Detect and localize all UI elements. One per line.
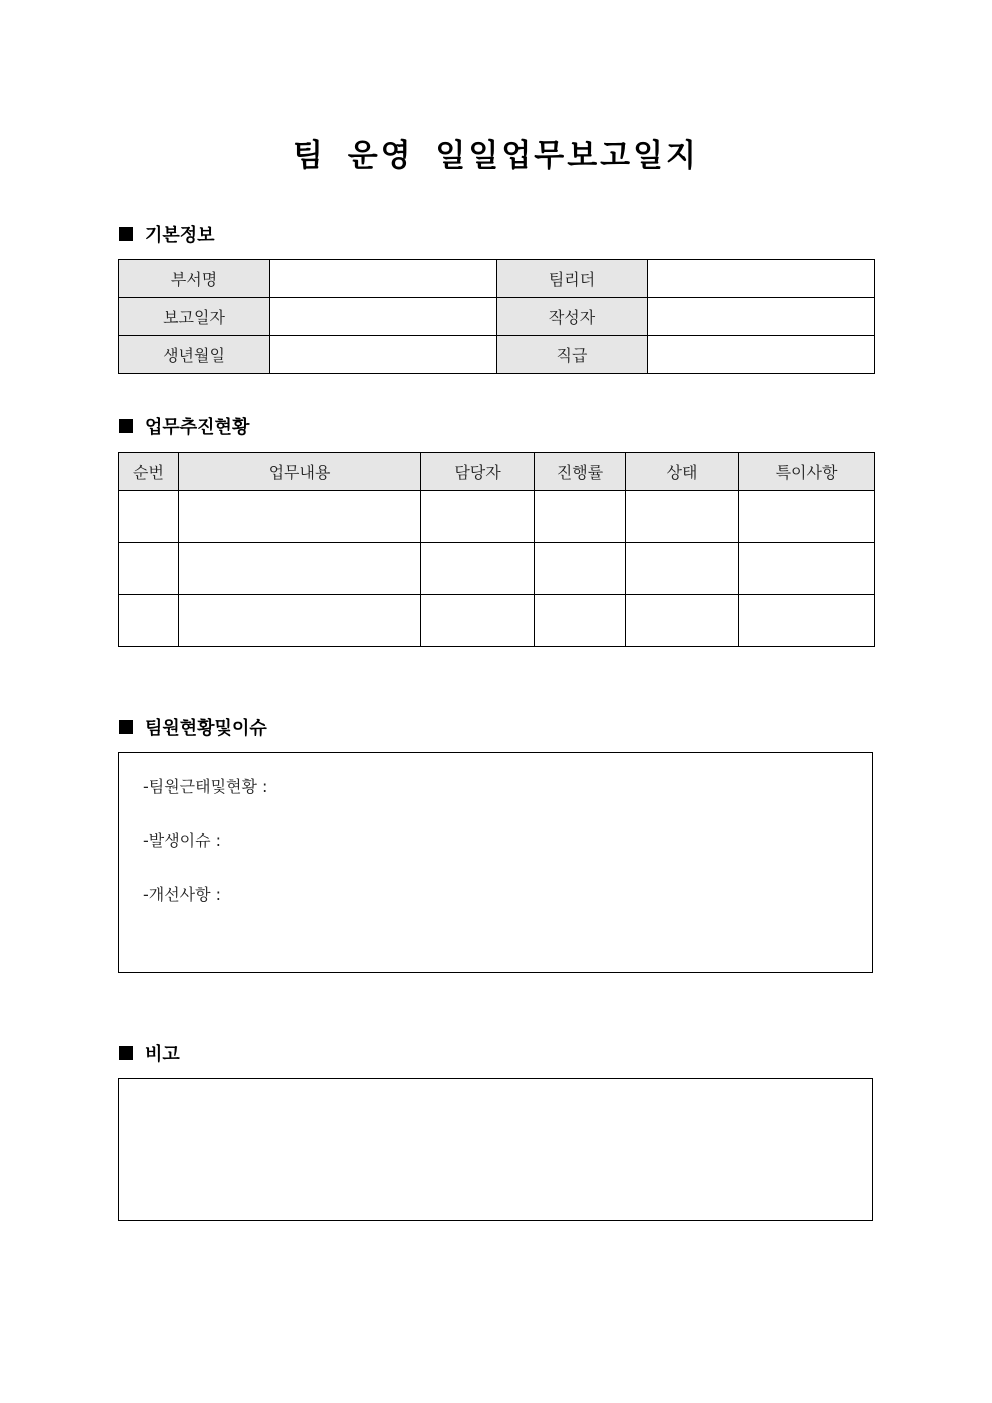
notes-cell[interactable]	[739, 543, 875, 595]
section-heading-label: 팀원현황및이슈	[145, 718, 267, 739]
number-cell[interactable]	[119, 543, 179, 595]
team-leader-field[interactable]	[648, 260, 875, 298]
author-field[interactable]	[648, 298, 875, 336]
assignee-cell[interactable]	[421, 595, 535, 647]
status-cell[interactable]	[626, 543, 739, 595]
table-header-row	[119, 453, 875, 491]
column-header-assignee: 담당자	[421, 453, 535, 491]
department-field[interactable]	[270, 260, 497, 298]
attendance-line: -팀원근태및현황 :	[143, 777, 268, 796]
task-cell[interactable]	[179, 595, 421, 647]
issues-line: -발생이슈 :	[143, 831, 222, 850]
report-date-field[interactable]	[270, 298, 497, 336]
section-heading-team-status	[119, 715, 267, 739]
position-field[interactable]	[648, 336, 875, 374]
table-row	[119, 491, 875, 543]
column-header-notes: 특이사항	[739, 453, 875, 491]
report-date-label: 보고일자	[119, 298, 270, 336]
status-cell[interactable]	[626, 491, 739, 543]
team-leader-label: 팀리더	[497, 260, 648, 298]
task-cell[interactable]	[179, 491, 421, 543]
section-heading-basic-info	[119, 222, 215, 246]
number-cell[interactable]	[119, 595, 179, 647]
square-bullet-icon	[119, 419, 133, 433]
section-heading-remarks	[119, 1041, 180, 1065]
section-heading-label: 기본정보	[145, 225, 215, 246]
status-cell[interactable]	[626, 595, 739, 647]
basic-info-table	[118, 259, 875, 374]
notes-cell[interactable]	[739, 491, 875, 543]
square-bullet-icon	[119, 1046, 133, 1060]
section-heading-label: 비고	[145, 1044, 180, 1065]
improvements-line: -개선사항 :	[143, 885, 222, 904]
table-row	[119, 336, 875, 374]
table-row	[119, 543, 875, 595]
work-progress-table	[118, 452, 875, 647]
table-row	[119, 595, 875, 647]
department-label: 부서명	[119, 260, 270, 298]
table-row	[119, 298, 875, 336]
square-bullet-icon	[119, 227, 133, 241]
column-header-task: 업무내용	[179, 453, 421, 491]
birth-date-field[interactable]	[270, 336, 497, 374]
column-header-progress: 진행률	[535, 453, 626, 491]
position-label: 직급	[497, 336, 648, 374]
number-cell[interactable]	[119, 491, 179, 543]
progress-cell[interactable]	[535, 595, 626, 647]
remarks-box[interactable]	[118, 1078, 873, 1221]
author-label: 작성자	[497, 298, 648, 336]
column-header-number: 순번	[119, 453, 179, 491]
notes-cell[interactable]	[739, 595, 875, 647]
task-cell[interactable]	[179, 543, 421, 595]
birth-date-label: 생년월일	[119, 336, 270, 374]
assignee-cell[interactable]	[421, 491, 535, 543]
page-title: 팀 운영 일일업무보고일지	[293, 138, 699, 174]
column-header-status: 상태	[626, 453, 739, 491]
square-bullet-icon	[119, 720, 133, 734]
progress-cell[interactable]	[535, 491, 626, 543]
section-heading-work-progress	[119, 414, 249, 438]
assignee-cell[interactable]	[421, 543, 535, 595]
progress-cell[interactable]	[535, 543, 626, 595]
section-heading-label: 업무추진현황	[145, 417, 250, 438]
table-row	[119, 260, 875, 298]
team-status-box[interactable]	[118, 752, 873, 973]
